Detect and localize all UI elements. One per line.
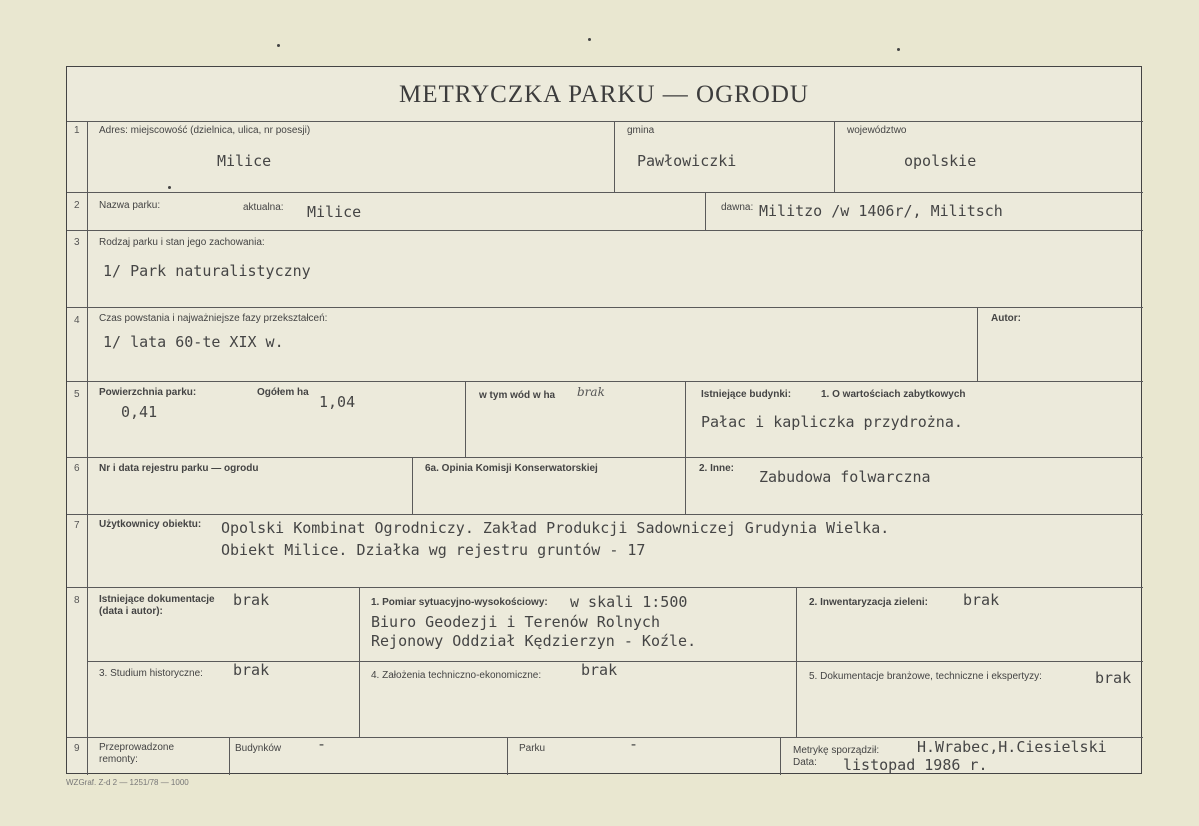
row-number-2: 2 bbox=[74, 200, 80, 211]
survey-value-department: Rejonowy Oddział Kędzierzyn - Koźle. bbox=[371, 632, 697, 650]
park-type-value: 1/ Park naturalistyczny bbox=[103, 262, 311, 280]
repairs-buildings-label: Budynków bbox=[235, 743, 282, 754]
users-label: Użytkownicy obiektu: bbox=[99, 519, 202, 530]
row-number-1: 1 bbox=[74, 125, 80, 136]
area-label: Powierzchnia parku: bbox=[99, 387, 197, 398]
address-label: Adres: miejscowość (dzielnica, ulica, nr posesji) bbox=[99, 125, 311, 136]
origin-label: Czas powstania i najważniejsze fazy przekształceń: bbox=[99, 313, 328, 324]
survey-value-office: Biuro Geodezji i Terenów Rolnych bbox=[371, 613, 660, 631]
survey-label: 1. Pomiar sytuacyjno-wysokościowy: bbox=[371, 597, 548, 608]
other-buildings-value: Zabudowa folwarczna bbox=[759, 468, 931, 486]
tech-economic-value: brak bbox=[581, 661, 618, 679]
author-label: Autor: bbox=[991, 313, 1021, 324]
gmina-label: gmina bbox=[627, 125, 655, 136]
row-number-3: 3 bbox=[74, 237, 80, 248]
users-value-line2: Obiekt Milice. Działka wg rejestru gruntów - 17 bbox=[221, 541, 646, 559]
former-name-label: dawna: bbox=[721, 202, 754, 213]
history-study-label: 3. Studium historyczne: bbox=[99, 668, 203, 679]
water-area-label: w tym wód w ha bbox=[479, 390, 556, 401]
date-label: Data: bbox=[793, 757, 817, 768]
water-area-value: brak bbox=[577, 385, 605, 399]
repairs-label: Przeprowadzone bbox=[99, 742, 175, 753]
survey-value-scale: w skali 1:500 bbox=[570, 593, 688, 611]
registry-label: Nr i data rejestru parku — ogrodu bbox=[99, 463, 259, 474]
greenery-inventory-value: brak bbox=[963, 591, 1000, 609]
prepared-by-value: H.Wrabec,H.Ciesielski bbox=[917, 738, 1107, 756]
existing-docs-value: brak bbox=[233, 591, 270, 609]
row-number-5: 5 bbox=[74, 389, 80, 400]
park-name-label: Nazwa parku: bbox=[99, 200, 161, 211]
existing-docs-label: Istniejące dokumentacje bbox=[99, 594, 215, 605]
park-record-card bbox=[66, 66, 1142, 774]
prepared-by-label: Metrykę sporządził: bbox=[793, 745, 880, 756]
repairs-park-label: Parku bbox=[519, 743, 546, 754]
repairs-sublabel: remonty: bbox=[99, 754, 138, 765]
print-footer: WZGraf. Z-d 2 — 1251/78 — 1000 bbox=[66, 778, 189, 787]
existing-docs-sublabel: (data i autor): bbox=[99, 606, 163, 617]
date-value: listopad 1986 r. bbox=[843, 756, 988, 774]
row-number-4: 4 bbox=[74, 315, 80, 326]
total-area-label: Ogółem ha bbox=[257, 387, 309, 398]
total-area-value: 1,04 bbox=[319, 393, 356, 411]
area-value: 0,41 bbox=[121, 403, 158, 421]
history-study-value: brak bbox=[233, 661, 270, 679]
row-number-6: 6 bbox=[74, 463, 80, 474]
current-name-label: aktualna: bbox=[243, 202, 284, 213]
repairs-buildings-value: - bbox=[317, 735, 327, 753]
voivodeship-value: opolskie bbox=[904, 152, 977, 170]
existing-buildings-label: Istniejące budynki: bbox=[701, 389, 792, 400]
current-name-value: Milice bbox=[307, 203, 362, 221]
former-name-value: Militzo /w 1406r/, Militsch bbox=[759, 202, 1003, 220]
park-type-label: Rodzaj parku i stan jego zachowania: bbox=[99, 237, 265, 248]
conservation-opinion-label: 6a. Opinia Komisji Konserwatorskiej bbox=[425, 463, 598, 474]
branch-docs-label: 5. Dokumentacje branżowe, techniczne i ekspertyzy: bbox=[809, 671, 1042, 682]
repairs-park-value: - bbox=[629, 735, 639, 753]
row-number-8: 8 bbox=[74, 595, 80, 606]
row-number-7: 7 bbox=[74, 520, 80, 531]
other-buildings-label: 2. Inne: bbox=[699, 463, 735, 474]
row-number-9: 9 bbox=[74, 743, 80, 754]
monuments-label: 1. O wartościach zabytkowych bbox=[821, 389, 966, 400]
tech-economic-label: 4. Założenia techniczno-ekonomiczne: bbox=[371, 670, 542, 681]
gmina-value: Pawłowiczki bbox=[637, 152, 737, 170]
address-value: Milice bbox=[217, 152, 272, 170]
greenery-inventory-label: 2. Inwentaryzacja zieleni: bbox=[809, 597, 928, 608]
voivodeship-label: województwo bbox=[847, 125, 907, 136]
monuments-value: Pałac i kapliczka przydrożna. bbox=[701, 413, 963, 431]
users-value-line1: Opolski Kombinat Ogrodniczy. Zakład Produkcji Sadowniczej Grudynia Wielka. bbox=[221, 519, 890, 537]
origin-value: 1/ lata 60-te XIX w. bbox=[103, 333, 284, 351]
form-title: METRYCZKA PARKU — OGRODU bbox=[399, 81, 809, 108]
branch-docs-value: brak bbox=[1095, 669, 1132, 687]
